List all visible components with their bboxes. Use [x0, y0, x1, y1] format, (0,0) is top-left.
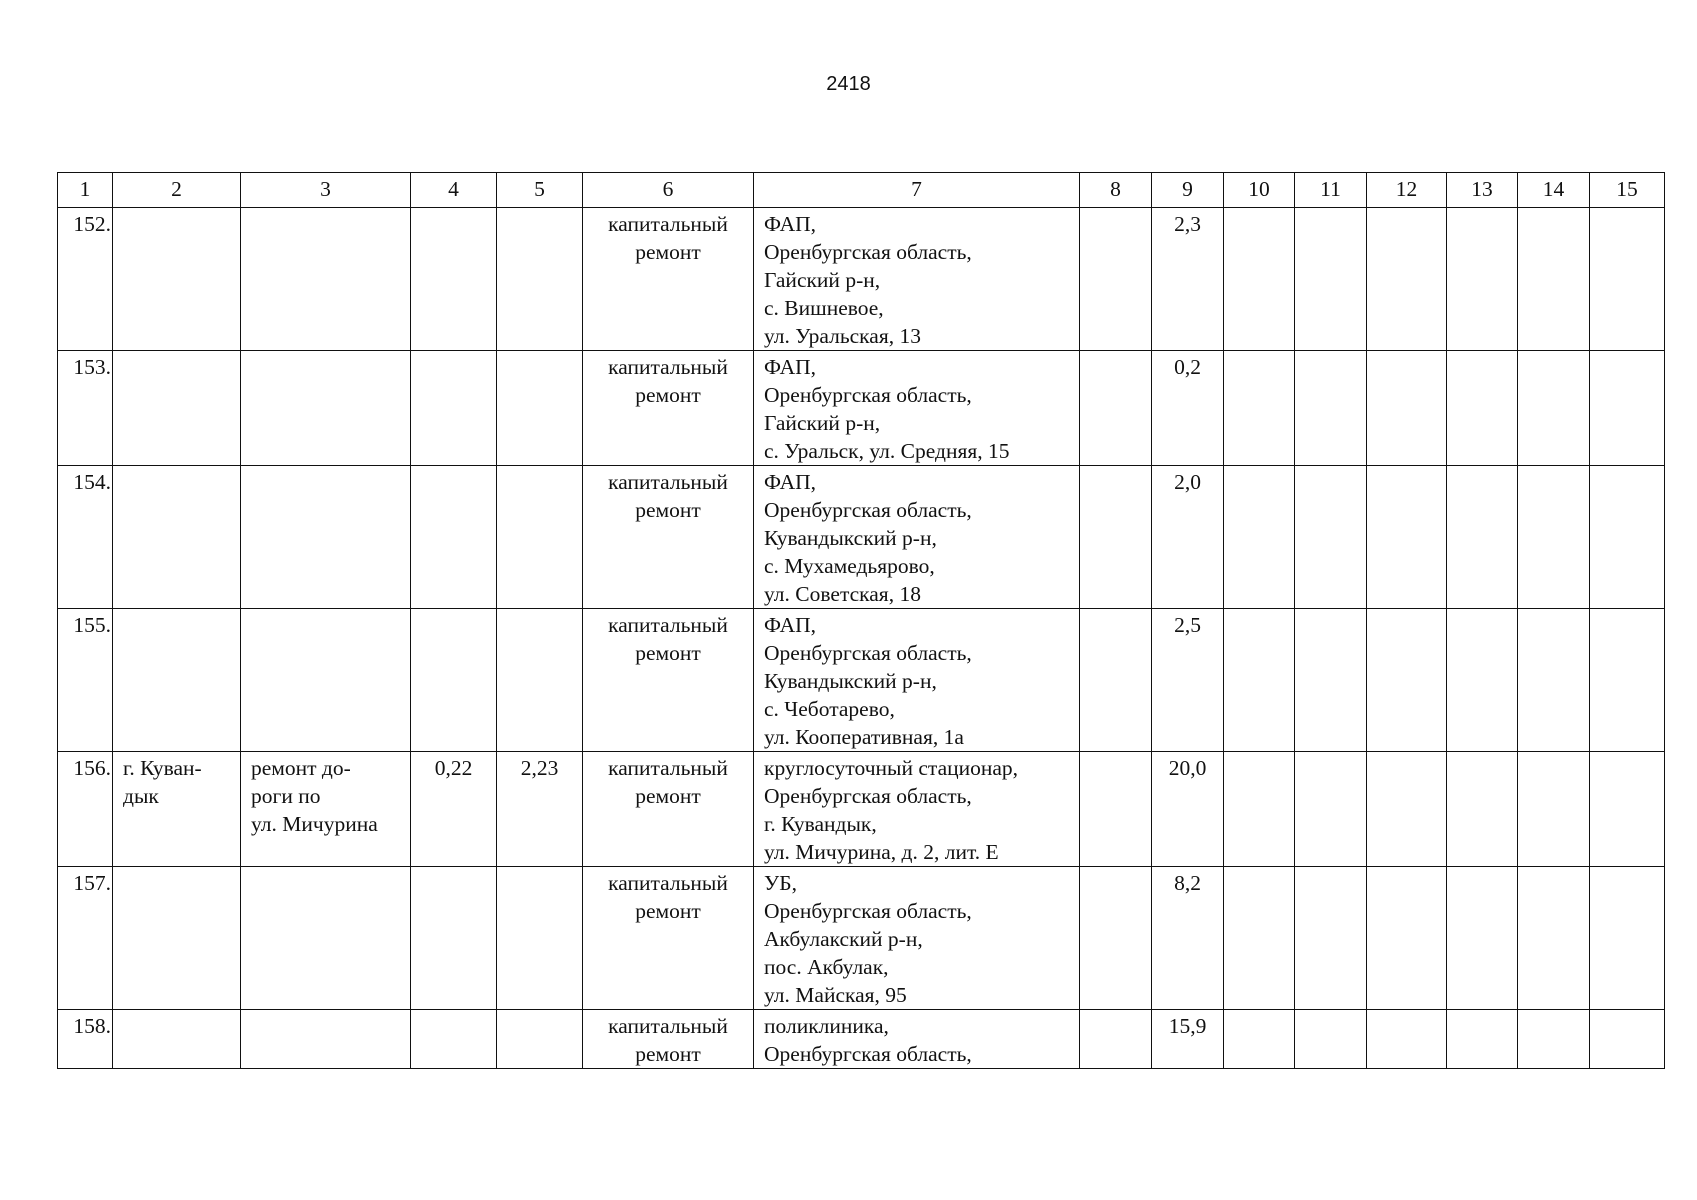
- empty-cell: [1590, 208, 1665, 351]
- value-cell: 2,5: [1152, 609, 1224, 752]
- header-cell: 13: [1447, 173, 1518, 208]
- table-body: [58, 208, 1665, 1069]
- object-address-cell-line: ул. Мичурина, д. 2, лит. Е: [764, 840, 999, 864]
- empty-cell: [1590, 1010, 1665, 1069]
- road-work-cell-line: ремонт до-: [251, 756, 351, 780]
- object-address-cell-line: Гайский р-н,: [764, 268, 881, 292]
- empty-cell: [1295, 466, 1367, 609]
- empty-cell: [1224, 466, 1295, 609]
- header-cell: 11: [1295, 173, 1367, 208]
- empty-cell: [1295, 609, 1367, 752]
- empty-cell: [1224, 609, 1295, 752]
- work-type-cell-line: капитальный: [608, 470, 728, 494]
- table-row: [58, 752, 1665, 867]
- object-address-cell-line: Оренбургская область,: [764, 498, 972, 522]
- road-work-cell: [241, 752, 411, 867]
- object-address-cell-line: Кувандыкский р-н,: [764, 526, 937, 550]
- object-address-cell-line: с. Мухамедьярово,: [764, 554, 935, 578]
- object-address-cell-line: ул. Советская, 18: [764, 582, 921, 606]
- object-address-cell-line: Оренбургская область,: [764, 641, 972, 665]
- col8-cell: [1080, 466, 1152, 609]
- row-number-cell: 152.: [58, 208, 113, 351]
- work-type-cell: [583, 867, 754, 1010]
- empty-cell: [1447, 351, 1518, 466]
- work-type-cell: [583, 466, 754, 609]
- header-row: [58, 173, 1665, 208]
- work-type-cell-line: ремонт: [635, 383, 701, 407]
- object-address-cell-line: с. Уральск, ул. Средняя, 15: [764, 439, 1010, 463]
- object-address-cell: [754, 1010, 1080, 1069]
- road-work-cell: [241, 867, 411, 1010]
- object-address-cell-line: Акбулакский р-н,: [764, 927, 923, 951]
- col8-cell: [1080, 1010, 1152, 1069]
- empty-cell: [1224, 752, 1295, 867]
- length-cell: [411, 208, 497, 351]
- object-address-cell: [754, 609, 1080, 752]
- col8-cell: [1080, 752, 1152, 867]
- municipality-cell-line: г. Куван-: [123, 756, 202, 780]
- work-type-cell-line: ремонт: [635, 1042, 701, 1066]
- empty-cell: [1295, 867, 1367, 1010]
- table-row: [58, 351, 1665, 466]
- length-cell: [411, 351, 497, 466]
- empty-cell: [1518, 466, 1590, 609]
- cost-cell: [497, 466, 583, 609]
- work-type-cell-line: ремонт: [635, 240, 701, 264]
- object-address-cell-line: поликлиника,: [764, 1014, 889, 1038]
- work-type-cell-line: капитальный: [608, 871, 728, 895]
- value-cell: 15,9: [1152, 1010, 1224, 1069]
- object-address-cell-line: Оренбургская область,: [764, 1042, 972, 1066]
- empty-cell: [1295, 752, 1367, 867]
- empty-cell: [1447, 609, 1518, 752]
- work-type-cell-line: ремонт: [635, 498, 701, 522]
- object-address-cell: [754, 466, 1080, 609]
- empty-cell: [1590, 466, 1665, 609]
- empty-cell: [1447, 208, 1518, 351]
- municipality-cell: [113, 208, 241, 351]
- cost-cell: [497, 867, 583, 1010]
- empty-cell: [1224, 208, 1295, 351]
- object-address-cell-line: УБ,: [764, 871, 797, 895]
- row-number-cell: 154.: [58, 466, 113, 609]
- work-type-cell-line: капитальный: [608, 1014, 728, 1038]
- length-cell: 0,22: [411, 752, 497, 867]
- table-row: [58, 867, 1665, 1010]
- empty-cell: [1590, 609, 1665, 752]
- value-cell: 8,2: [1152, 867, 1224, 1010]
- value-cell: 0,2: [1152, 351, 1224, 466]
- header-cell: 15: [1590, 173, 1665, 208]
- empty-cell: [1447, 1010, 1518, 1069]
- road-work-cell-line: ул. Мичурина: [251, 812, 378, 836]
- page-number: 2418: [826, 73, 871, 95]
- empty-cell: [1295, 208, 1367, 351]
- header-cell: 7: [754, 173, 1080, 208]
- work-type-cell: [583, 1010, 754, 1069]
- municipality-cell-line: дык: [123, 784, 159, 808]
- col8-cell: [1080, 609, 1152, 752]
- value-cell: 20,0: [1152, 752, 1224, 867]
- empty-cell: [1295, 351, 1367, 466]
- object-address-cell-line: круглосуточный стационар,: [764, 756, 1019, 780]
- table-row: [58, 208, 1665, 351]
- object-address-cell-line: ул. Майская, 95: [764, 983, 907, 1007]
- col8-cell: [1080, 867, 1152, 1010]
- object-address-cell-line: ФАП,: [764, 470, 817, 494]
- length-cell: [411, 466, 497, 609]
- value-cell: 2,3: [1152, 208, 1224, 351]
- object-address-cell-line: Оренбургская область,: [764, 784, 972, 808]
- object-address-cell-line: с. Вишневое,: [764, 296, 884, 320]
- empty-cell: [1590, 867, 1665, 1010]
- empty-cell: [1590, 351, 1665, 466]
- empty-cell: [1224, 351, 1295, 466]
- cost-cell: [497, 351, 583, 466]
- object-address-cell-line: с. Чеботарево,: [764, 697, 895, 721]
- empty-cell: [1447, 867, 1518, 1010]
- empty-cell: [1518, 1010, 1590, 1069]
- row-number-cell: 158.: [58, 1010, 113, 1069]
- empty-cell: [1367, 609, 1447, 752]
- work-type-cell-line: ремонт: [635, 899, 701, 923]
- object-address-cell-line: Оренбургская область,: [764, 383, 972, 407]
- empty-cell: [1518, 351, 1590, 466]
- municipality-cell: [113, 351, 241, 466]
- cost-cell: [497, 208, 583, 351]
- object-address-cell-line: Гайский р-н,: [764, 411, 881, 435]
- municipality-cell: [113, 466, 241, 609]
- road-work-cell-line: роги по: [251, 784, 321, 808]
- header-cell: 4: [411, 173, 497, 208]
- empty-cell: [1295, 1010, 1367, 1069]
- empty-cell: [1518, 752, 1590, 867]
- work-type-cell: [583, 351, 754, 466]
- road-work-cell: [241, 1010, 411, 1069]
- header-cell: 8: [1080, 173, 1152, 208]
- empty-cell: [1367, 466, 1447, 609]
- table-row: [58, 466, 1665, 609]
- header-cell: 9: [1152, 173, 1224, 208]
- empty-cell: [1367, 867, 1447, 1010]
- col8-cell: [1080, 208, 1152, 351]
- row-number-cell: 153.: [58, 351, 113, 466]
- municipality-cell: [113, 1010, 241, 1069]
- empty-cell: [1447, 752, 1518, 867]
- road-work-cell: [241, 466, 411, 609]
- object-address-cell-line: пос. Акбулак,: [764, 955, 889, 979]
- road-work-cell: [241, 208, 411, 351]
- row-number-cell: 155.: [58, 609, 113, 752]
- object-address-cell: [754, 351, 1080, 466]
- work-type-cell: [583, 208, 754, 351]
- header-cell: 1: [58, 173, 113, 208]
- work-type-cell-line: капитальный: [608, 355, 728, 379]
- empty-cell: [1518, 867, 1590, 1010]
- table-row: [58, 1010, 1665, 1069]
- object-address-cell-line: Оренбургская область,: [764, 899, 972, 923]
- value-cell: 2,0: [1152, 466, 1224, 609]
- empty-cell: [1447, 466, 1518, 609]
- length-cell: [411, 867, 497, 1010]
- empty-cell: [1224, 1010, 1295, 1069]
- object-address-cell-line: ул. Уральская, 13: [764, 324, 921, 348]
- cost-cell: [497, 1010, 583, 1069]
- municipality-cell: [113, 609, 241, 752]
- header-cell: 14: [1518, 173, 1590, 208]
- empty-cell: [1224, 867, 1295, 1010]
- work-type-cell: [583, 609, 754, 752]
- work-type-cell-line: ремонт: [635, 784, 701, 808]
- work-type-cell-line: капитальный: [608, 212, 728, 236]
- object-address-cell-line: Оренбургская область,: [764, 240, 972, 264]
- object-address-cell-line: г. Кувандык,: [764, 812, 877, 836]
- table-row: [58, 609, 1665, 752]
- header-cell: 10: [1224, 173, 1295, 208]
- header-cell: 6: [583, 173, 754, 208]
- length-cell: [411, 1010, 497, 1069]
- length-cell: [411, 609, 497, 752]
- empty-cell: [1590, 752, 1665, 867]
- work-type-cell-line: капитальный: [608, 613, 728, 637]
- col8-cell: [1080, 351, 1152, 466]
- road-work-cell: [241, 351, 411, 466]
- object-address-cell-line: ФАП,: [764, 613, 817, 637]
- municipality-cell: [113, 867, 241, 1010]
- road-work-cell: [241, 609, 411, 752]
- header-cell: 12: [1367, 173, 1447, 208]
- empty-cell: [1367, 752, 1447, 867]
- empty-cell: [1367, 1010, 1447, 1069]
- object-address-cell-line: ФАП,: [764, 212, 817, 236]
- object-address-cell: [754, 752, 1080, 867]
- object-address-cell: [754, 208, 1080, 351]
- work-type-cell: [583, 752, 754, 867]
- work-type-cell-line: ремонт: [635, 641, 701, 665]
- cost-cell: 2,23: [497, 752, 583, 867]
- cost-cell: [497, 609, 583, 752]
- data-table: [57, 172, 1665, 1069]
- header-cell: 5: [497, 173, 583, 208]
- empty-cell: [1518, 609, 1590, 752]
- empty-cell: [1518, 208, 1590, 351]
- empty-cell: [1367, 208, 1447, 351]
- object-address-cell-line: ул. Кооперативная, 1а: [764, 725, 964, 749]
- work-type-cell-line: капитальный: [608, 756, 728, 780]
- header-cell: 3: [241, 173, 411, 208]
- object-address-cell: [754, 867, 1080, 1010]
- object-address-cell-line: ФАП,: [764, 355, 817, 379]
- municipality-cell: [113, 752, 241, 867]
- header-cell: 2: [113, 173, 241, 208]
- row-number-cell: 156.: [58, 752, 113, 867]
- row-number-cell: 157.: [58, 867, 113, 1010]
- object-address-cell-line: Кувандыкский р-н,: [764, 669, 937, 693]
- empty-cell: [1367, 351, 1447, 466]
